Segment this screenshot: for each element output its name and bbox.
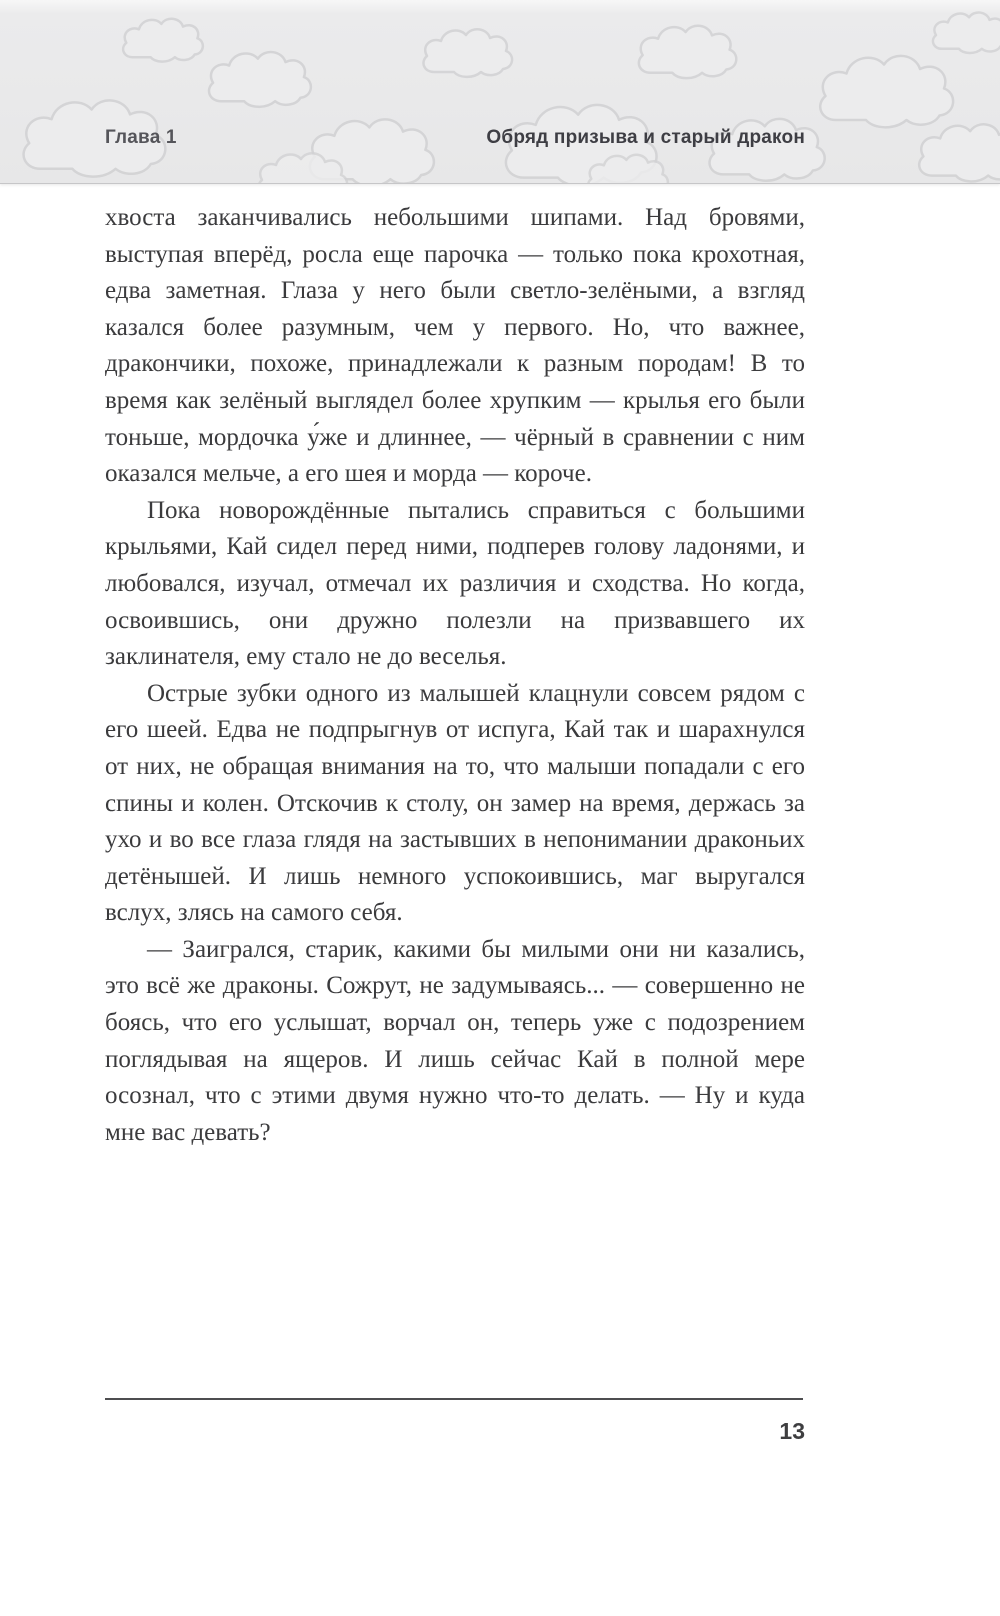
chapter-title: Обряд призыва и старый дракон bbox=[486, 127, 805, 148]
page-text bbox=[105, 200, 805, 1151]
chapter-header-row bbox=[105, 127, 805, 149]
footer-divider bbox=[105, 1398, 803, 1400]
paragraph: хвоста заканчивались небольшими шипами. Над бровями, выступая вперёд, росла еще парочка — только пока крохотная, едва заметная. Глаза у него были светло-зелёными, а взгляд казался более разумным, чем у первого. Но, что важнее, дракончики, похоже, принадлежали к разным породам! В то время как зелёный выглядел более хрупким — крылья его были тоньше, мордочка у́же и длиннее, — чёрный в сравнении с ним оказался мельче, а его шея и морда — короче. bbox=[105, 204, 805, 488]
chapter-label: Глава 1 bbox=[105, 127, 177, 148]
cloud-pattern-decoration bbox=[0, 0, 1000, 183]
page-number: 13 bbox=[779, 1418, 805, 1444]
paragraph: Острые зубки одного из малышей клацнули совсем рядом с его шеей. Едва не подпрыгнув от испуга, Кай так и шарахнулся от них, не обращая внимания на то, что малыши попадали с его спины и колен. Отскочив к столу, он замер на время, держась за ухо и во все глаза глядя на застывших в непонимании драконьих детёнышей. И лишь немного успокоившись, маг выругался вслух, злясь на самого себя. bbox=[105, 679, 805, 927]
paragraph: — Заигрался, старик, какими бы милыми они ни казались, это всё же драконы. Сожрут, не задумываясь... — совершенно не боясь, что его услышат, ворчал он, теперь уже с подозрением поглядывая на ящеров. И лишь сейчас Кай в полной мере осознал, что с этими двумя нужно что-то делать. — Ну и куда мне вас девать? bbox=[105, 935, 805, 1146]
chapter-header bbox=[0, 0, 1000, 184]
paragraph: Пока новорождённые пытались справиться с большими крыльями, Кай сидел перед ними, подперев голову ладонями, и любовался, изучал, отмечал их различия и сходства. Но когда, освоившись, они дружно полезли на призвавшего их заклинателя, ему стало не до веселья. bbox=[105, 496, 805, 671]
